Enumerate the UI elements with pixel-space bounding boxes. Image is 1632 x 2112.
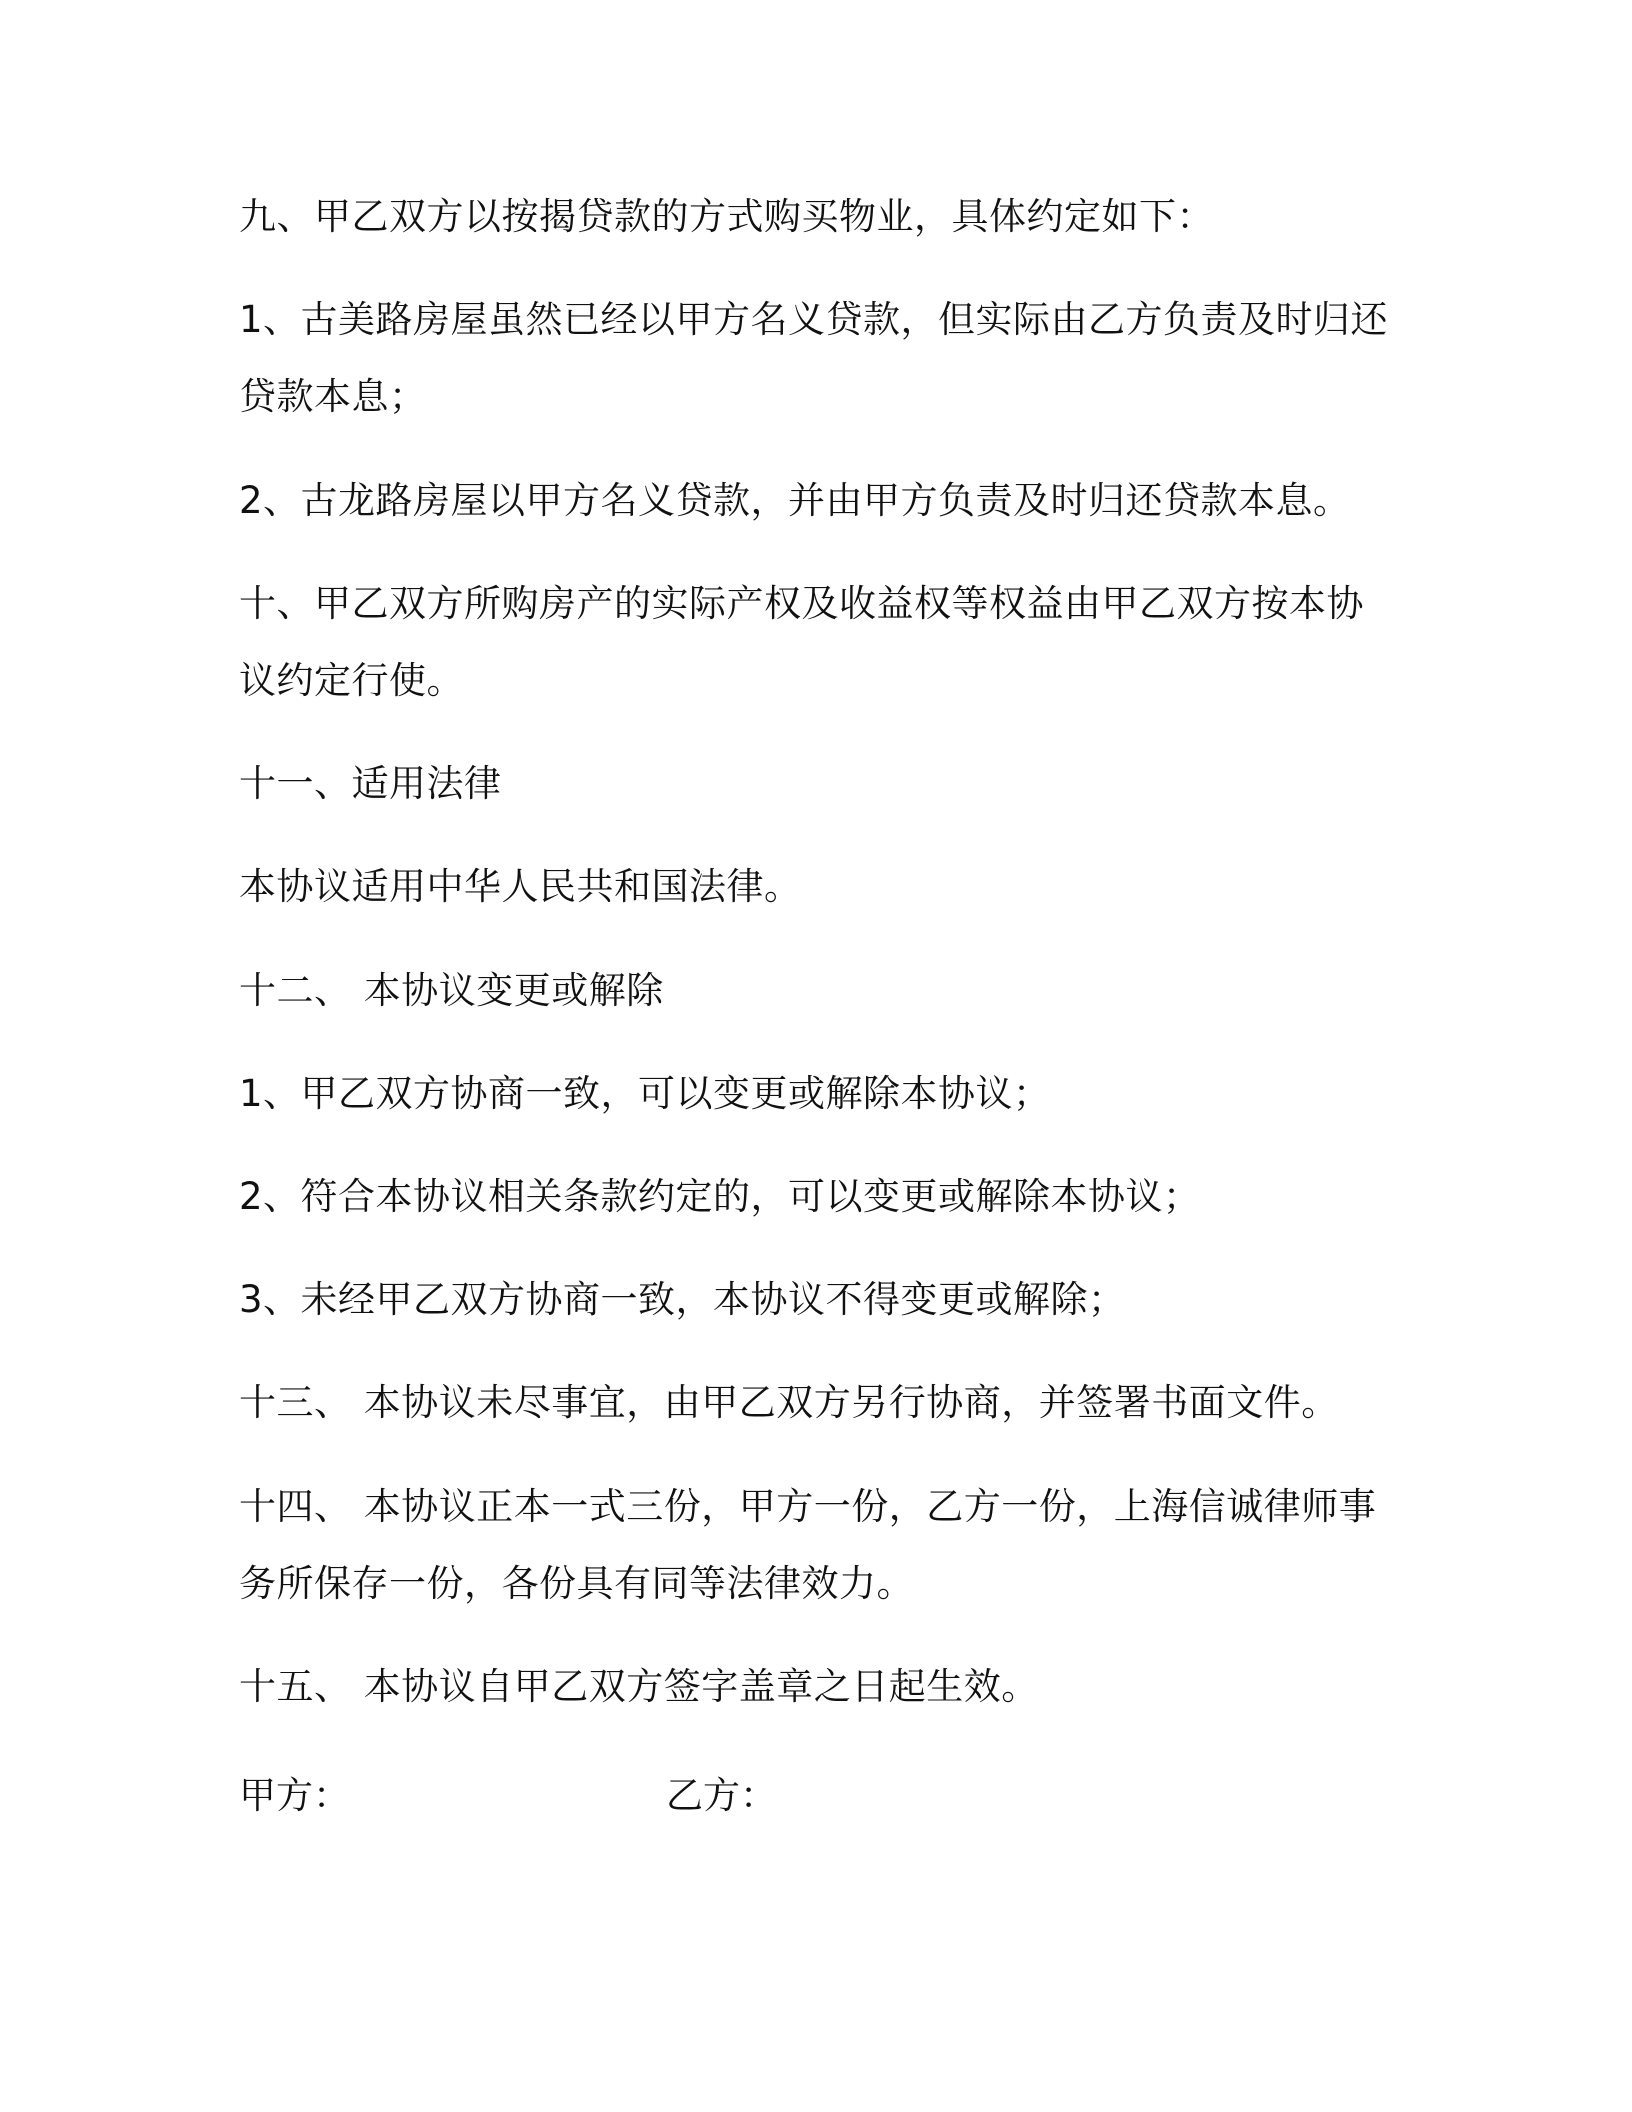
- clause-12-heading: [239, 952, 1399, 1029]
- line: 议约定行使。: [239, 659, 464, 702]
- line: 十、甲乙双方所购房产的实际产权及收益权等权益由甲乙双方按本协: [239, 582, 1364, 625]
- clause-14: [239, 1468, 1399, 1622]
- clause-13: [239, 1364, 1399, 1441]
- line: 十四、 本协议正本一式三份，甲方一份，乙方一份，上海信诚律师事: [239, 1485, 1377, 1528]
- clause-9-item-1: [239, 281, 1399, 435]
- line: 2、古龙路房屋以甲方名义贷款，并由甲方负责及时归还贷款本息。: [239, 479, 1351, 522]
- party-b-signature-label: [666, 1757, 777, 1834]
- clause-15: [239, 1648, 1399, 1725]
- clause-9-item-2: [239, 462, 1399, 539]
- clause-12-item-2: [239, 1158, 1399, 1235]
- line: 务所保存一份，各份具有同等法律效力。: [239, 1562, 914, 1605]
- clause-11-body: [239, 848, 1399, 925]
- party-a-label: 甲方：: [239, 1774, 350, 1817]
- line: 十五、 本协议自甲乙双方签字盖章之日起生效。: [239, 1665, 1039, 1708]
- clause-12-item-3: [239, 1261, 1399, 1338]
- line: 九、甲乙双方以按揭贷款的方式购买物业，具体约定如下：: [239, 195, 1214, 238]
- line: 贷款本息；: [239, 375, 427, 418]
- line: 1、甲乙双方协商一致，可以变更或解除本协议；: [239, 1072, 1051, 1115]
- line: 3、未经甲乙双方协商一致，本协议不得变更或解除；: [239, 1278, 1126, 1321]
- line: 本协议适用中华人民共和国法律。: [239, 865, 802, 908]
- clause-10: [239, 565, 1399, 719]
- line: 十三、 本协议未尽事宜，由甲乙双方另行协商，并签署书面文件。: [239, 1381, 1339, 1424]
- line: 十二、 本协议变更或解除: [239, 969, 664, 1012]
- clause-11-heading: [239, 745, 1399, 822]
- line: 十一、适用法律: [239, 762, 502, 805]
- party-a-signature-label: [239, 1757, 350, 1834]
- clause-12-item-1: [239, 1055, 1399, 1132]
- party-b-label: 乙方：: [666, 1774, 777, 1817]
- clause-9-heading: [239, 178, 1399, 255]
- line: 1、古美路房屋虽然已经以甲方名义贷款，但实际由乙方负责及时归还: [239, 298, 1389, 341]
- line: 2、符合本协议相关条款约定的，可以变更或解除本协议；: [239, 1175, 1201, 1218]
